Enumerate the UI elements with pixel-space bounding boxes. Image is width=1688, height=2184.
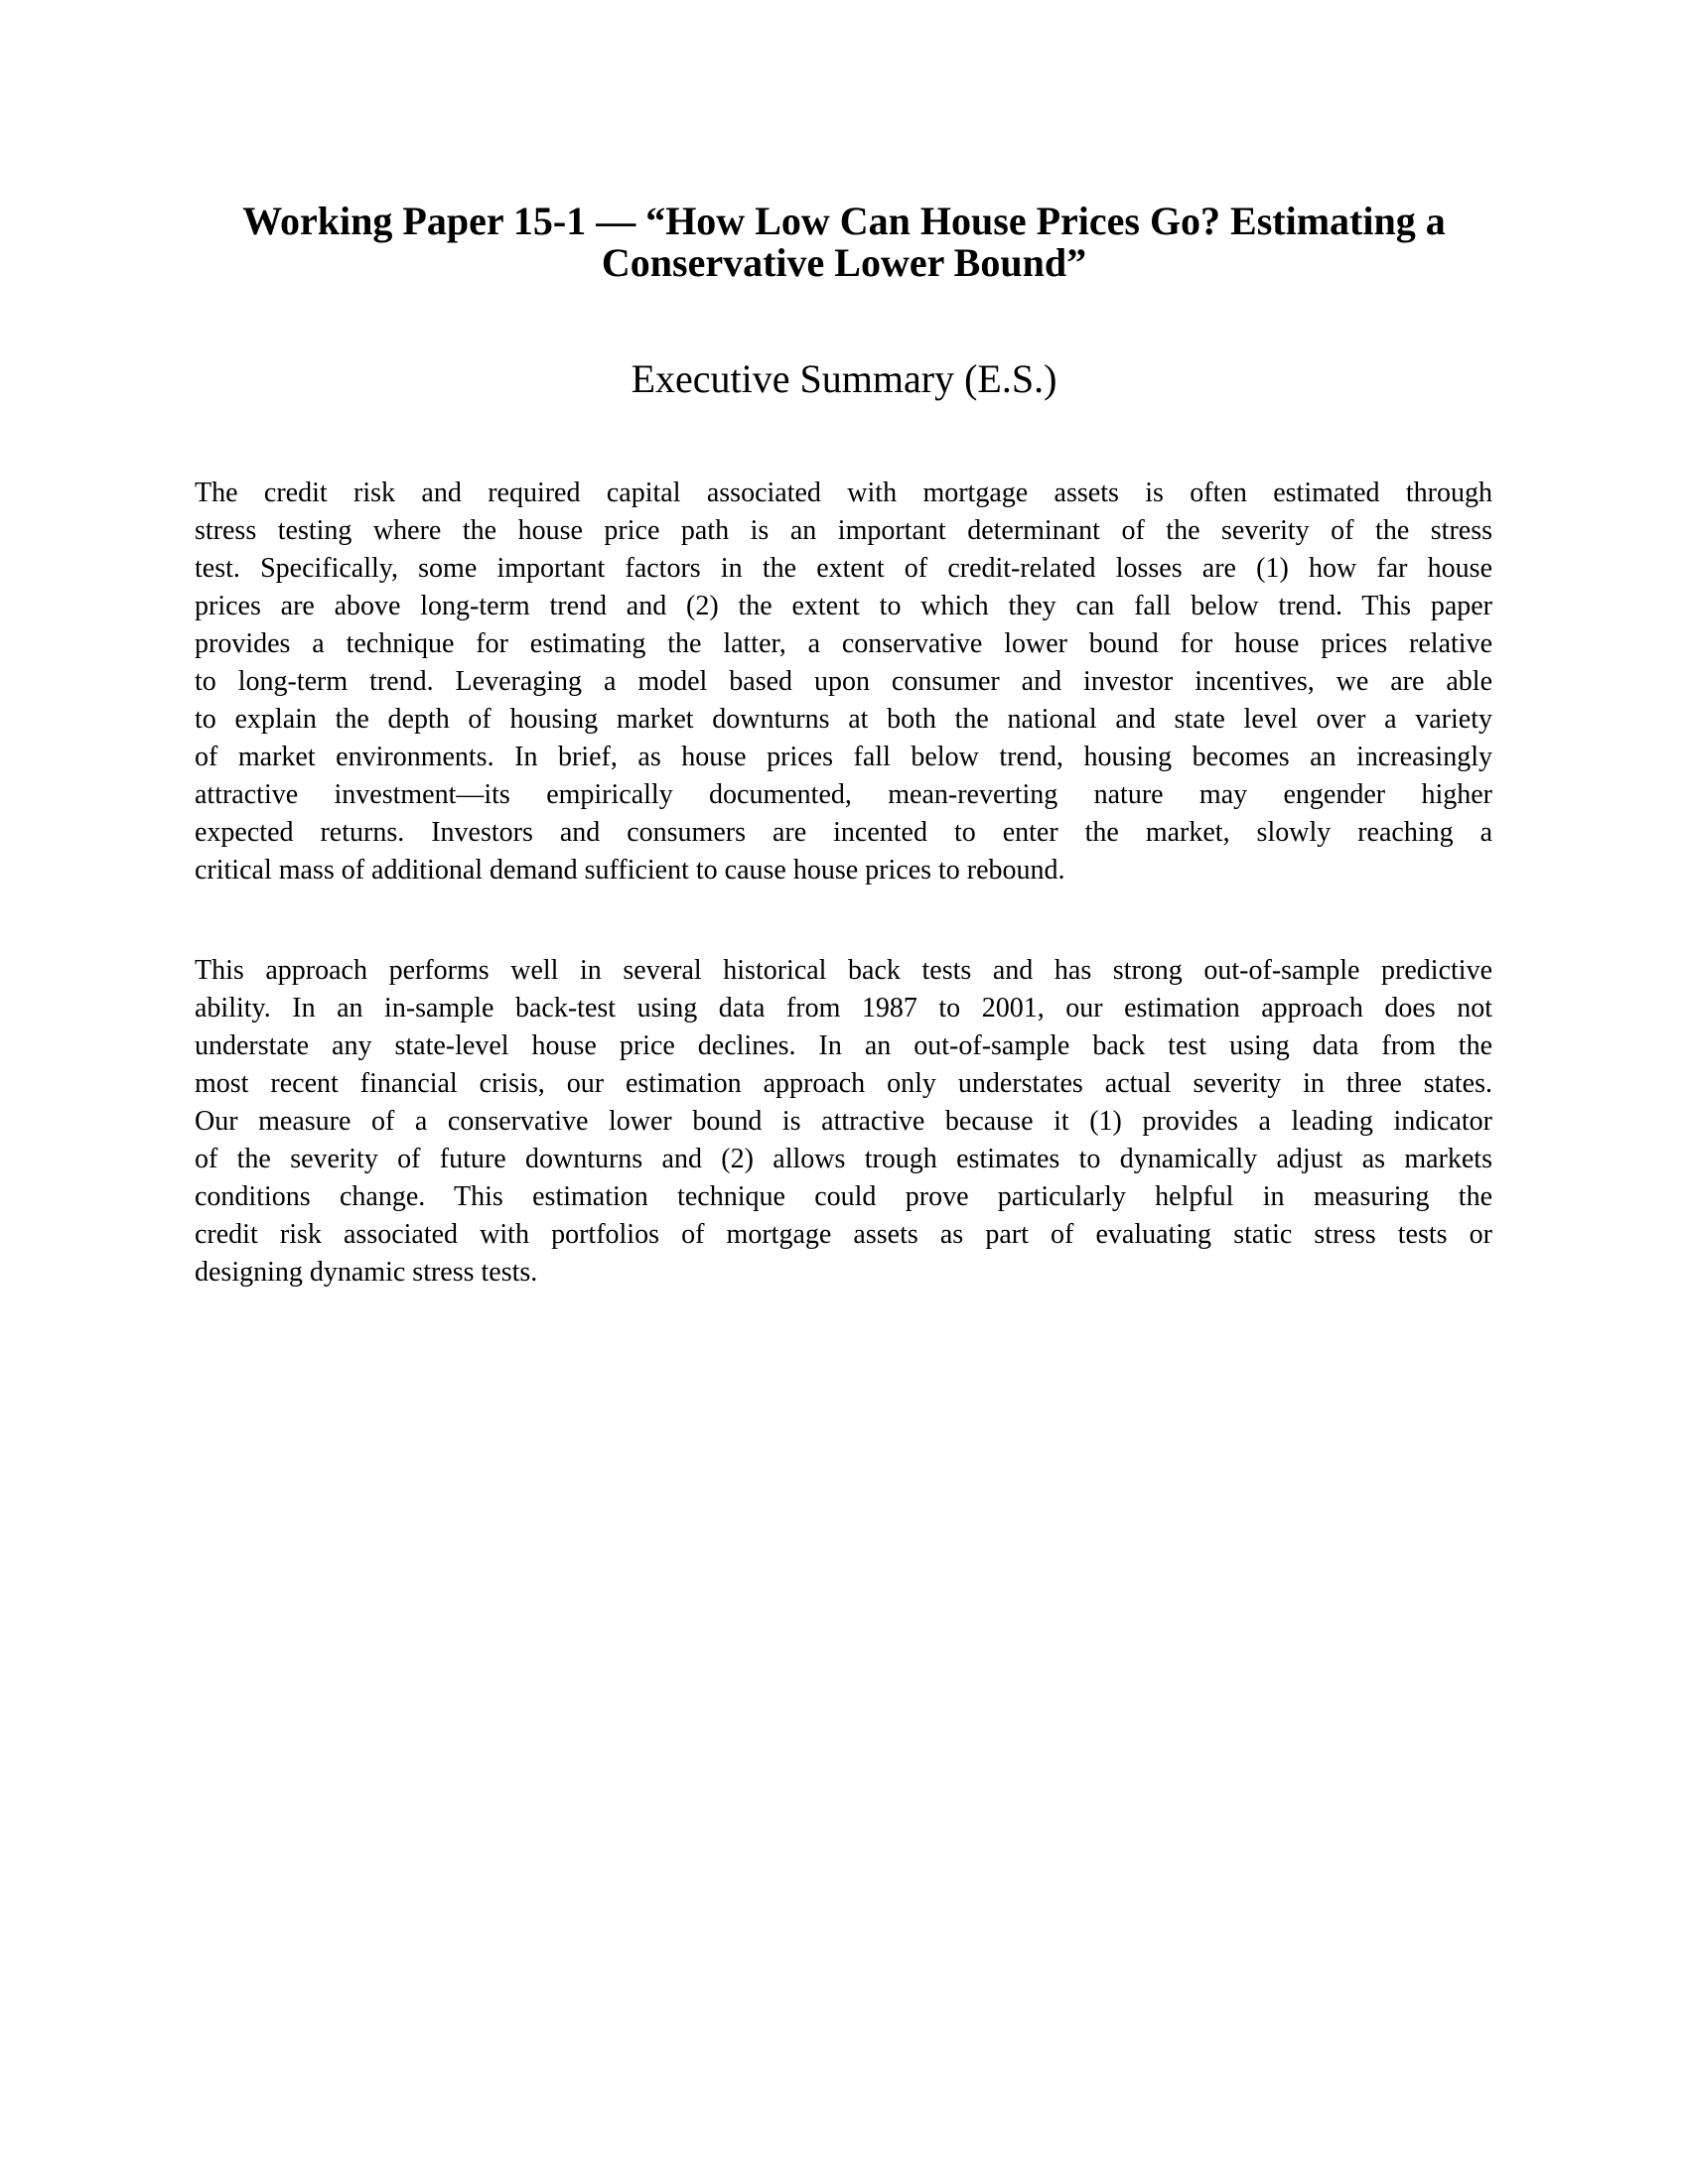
paragraph-line: stress testing where the house price path is an important determinant of the severity of the stress — [195, 515, 1492, 546]
paragraph-line: critical mass of additional demand sufficient to cause house prices to rebound. — [195, 855, 1065, 886]
paragraph-line: This approach performs well in several historical back tests and has strong out-of-sample predictive — [195, 955, 1492, 986]
paragraph-line: designing dynamic stress tests. — [195, 1257, 538, 1288]
paragraph-line: most recent financial crisis, our estimation approach only understates actual severity in three states. — [195, 1068, 1492, 1099]
paper-title — [0, 201, 1688, 284]
paragraph-line: to long-term trend. Leveraging a model based upon consumer and investor incentives, we are able — [195, 666, 1492, 697]
paragraph — [195, 952, 1492, 1292]
paper-title-line-1: Working Paper 15-1 — “How Low Can House Prices Go? Estimating a — [242, 199, 1446, 243]
paragraph-line: conditions change. This estimation technique could prove particularly helpful in measuring the — [195, 1181, 1492, 1212]
paragraph-line: prices are above long-term trend and (2) the extent to which they can fall below trend. This paper — [195, 591, 1492, 621]
paragraph-line: test. Specifically, some important factors in the extent of credit-related losses are (1) how far house — [195, 553, 1492, 584]
paragraph-line: provides a technique for estimating the latter, a conservative lower bound for house prices relative — [195, 628, 1492, 659]
body-text — [195, 475, 1492, 1292]
paragraph-line: The credit risk and required capital associated with mortgage assets is often estimated through — [195, 478, 1492, 508]
paragraph-line: credit risk associated with portfolios of mortgage assets as part of evaluating static stress tests or — [195, 1219, 1492, 1250]
paragraph-line: of market environments. In brief, as house prices fall below trend, housing becomes an increasingly — [195, 742, 1492, 772]
paragraph-line: to explain the depth of housing market downturns at both the national and state level over a variety — [195, 704, 1492, 735]
paragraph-line: understate any state-level house price declines. In an out-of-sample back test using data from the — [195, 1030, 1492, 1061]
paragraph-line: Our measure of a conservative lower bound is attractive because it (1) provides a leading indicator — [195, 1106, 1492, 1137]
paragraph-line: of the severity of future downturns and (2) allows trough estimates to dynamically adjust as markets — [195, 1144, 1492, 1174]
paper-title-line-2: Conservative Lower Bound” — [601, 240, 1087, 285]
paragraph-line: expected returns. Investors and consumers are incented to enter the market, slowly reaching a — [195, 817, 1492, 848]
paragraph — [195, 475, 1492, 889]
paragraph-line: ability. In an in-sample back-test using data from 1987 to 2001, our estimation approach does not — [195, 993, 1492, 1024]
section-heading: Executive Summary (E.S.) — [631, 356, 1057, 401]
paragraph-line: attractive investment—its empirically documented, mean-reverting nature may engender higher — [195, 779, 1492, 810]
